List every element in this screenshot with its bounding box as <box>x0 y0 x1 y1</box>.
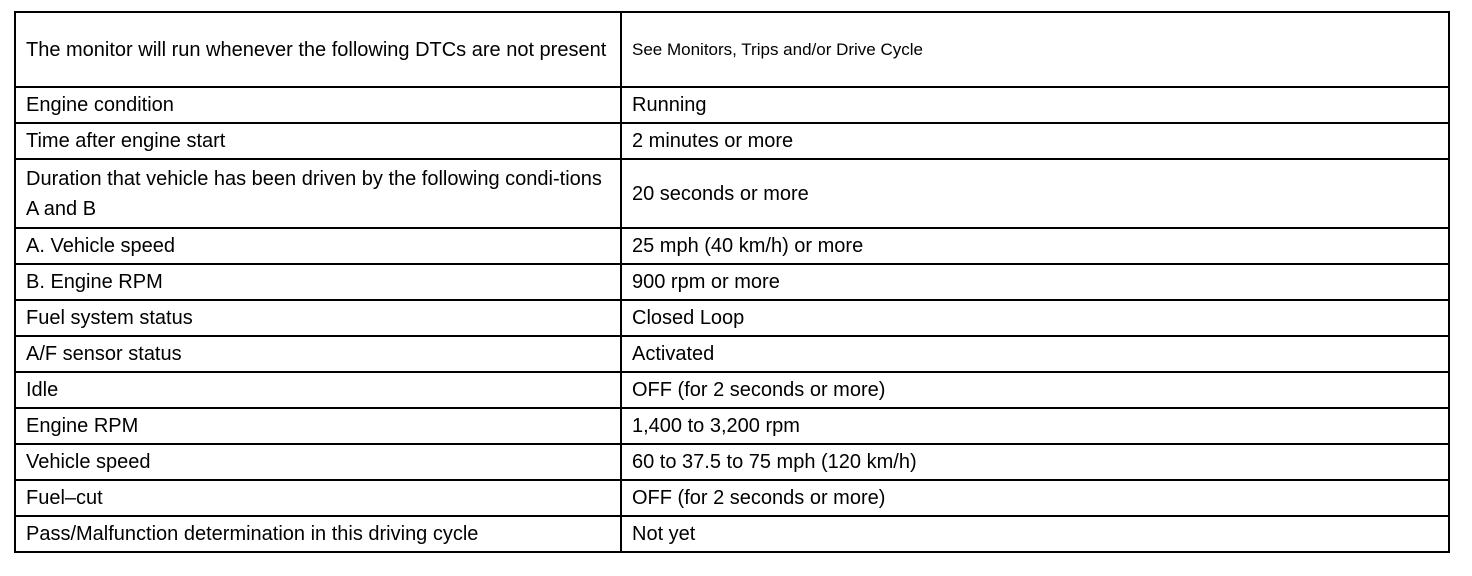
conditions-table-container <box>14 11 1450 553</box>
table-row <box>15 336 1449 372</box>
table-row <box>15 372 1449 408</box>
value-cell: 25 mph (40 km/h) or more <box>621 228 1449 264</box>
value-cell: OFF (for 2 seconds or more) <box>621 480 1449 516</box>
value-cell: 1,400 to 3,200 rpm <box>621 408 1449 444</box>
value-cell: Running <box>621 87 1449 123</box>
table-row <box>15 12 1449 87</box>
value-cell: OFF (for 2 seconds or more) <box>621 372 1449 408</box>
table-row <box>15 123 1449 159</box>
table-row <box>15 228 1449 264</box>
table-row <box>15 408 1449 444</box>
value-cell: 20 seconds or more <box>621 159 1449 228</box>
value-cell: 2 minutes or more <box>621 123 1449 159</box>
condition-cell: B. Engine RPM <box>15 264 621 300</box>
condition-cell: Fuel–cut <box>15 480 621 516</box>
table-row <box>15 159 1449 228</box>
condition-cell: Vehicle speed <box>15 444 621 480</box>
condition-cell: A/F sensor status <box>15 336 621 372</box>
monitor-conditions-table <box>14 11 1450 553</box>
condition-cell: Engine condition <box>15 87 621 123</box>
value-cell: Not yet <box>621 516 1449 552</box>
condition-cell: Time after engine start <box>15 123 621 159</box>
table-row <box>15 264 1449 300</box>
table-row <box>15 87 1449 123</box>
value-cell: 60 to 37.5 to 75 mph (120 km/h) <box>621 444 1449 480</box>
value-cell: Activated <box>621 336 1449 372</box>
condition-cell: Fuel system status <box>15 300 621 336</box>
condition-cell: Idle <box>15 372 621 408</box>
table-row <box>15 300 1449 336</box>
condition-cell: Engine RPM <box>15 408 621 444</box>
table-row <box>15 516 1449 552</box>
condition-cell: Pass/Malfunction determination in this driving cycle <box>15 516 621 552</box>
table-row <box>15 444 1449 480</box>
condition-cell: A. Vehicle speed <box>15 228 621 264</box>
value-cell: See Monitors, Trips and/or Drive Cycle <box>621 12 1449 87</box>
condition-cell: The monitor will run whenever the following DTCs are not present <box>15 12 621 87</box>
table-row <box>15 480 1449 516</box>
value-cell: 900 rpm or more <box>621 264 1449 300</box>
value-cell: Closed Loop <box>621 300 1449 336</box>
condition-cell: Duration that vehicle has been driven by the following condi-tions A and B <box>15 159 621 228</box>
